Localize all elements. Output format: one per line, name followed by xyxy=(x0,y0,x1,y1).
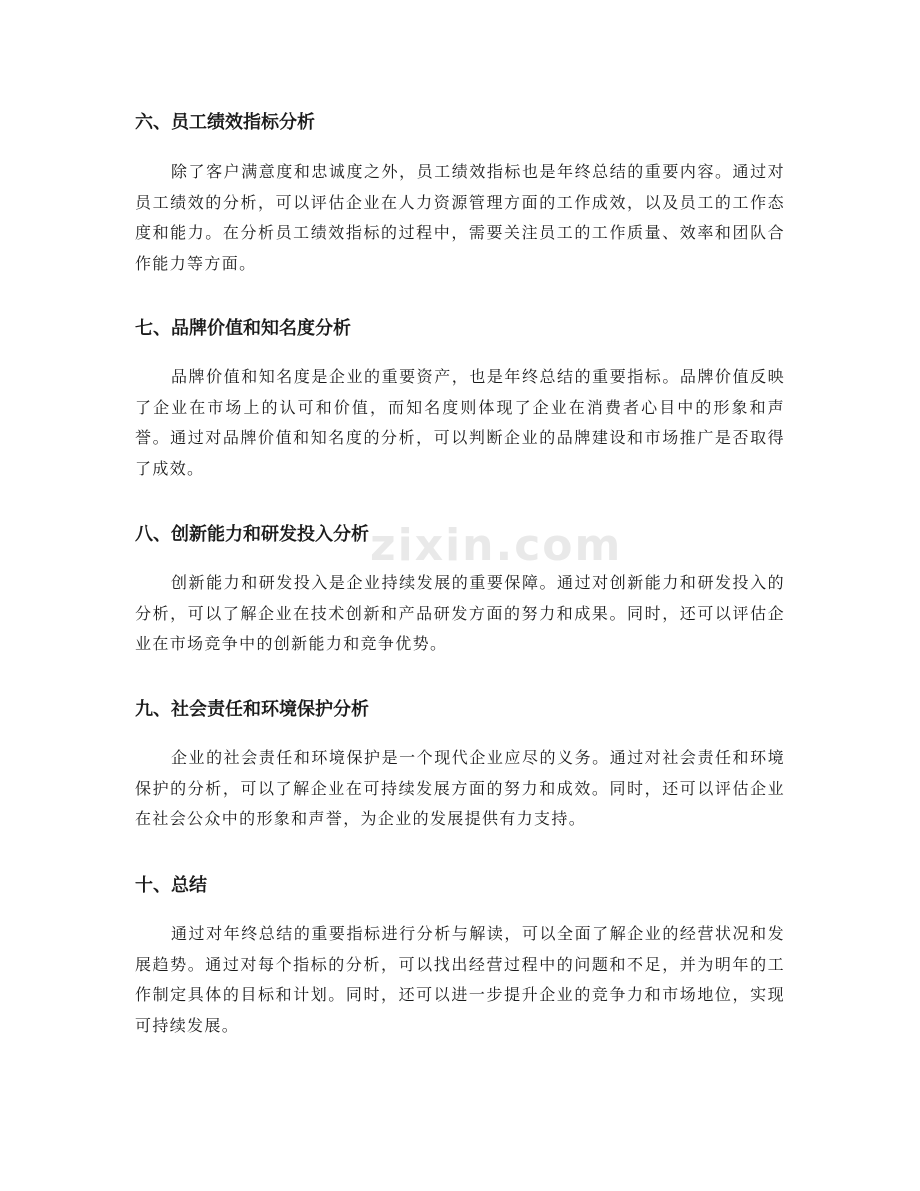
section-paragraph-10: 通过对年终总结的重要指标进行分析与解读，可以全面了解企业的经营状况和发展趋势。通过对每个指标的分析，可以找出经营过程中的问题和不足，并为明年的工作制定具体的目标和计划。同时，还可以进一步提升企业的竞争力和市场地位，实现可持续发展。 xyxy=(135,924,785,1035)
section-heading-7: 七、品牌价值和知名度分析 xyxy=(135,318,351,339)
section-heading-6: 六、员工绩效指标分析 xyxy=(135,112,315,133)
section-heading-10: 十、总结 xyxy=(135,875,207,896)
section-paragraph-7: 品牌价值和知名度是企业的重要资产，也是年终总结的重要指标。品牌价值反映了企业在市场上的认可和价值，而知名度则体现了企业在消费者心目中的形象和声誉。通过对品牌价值和知名度的分析，可以判断企业的品牌建设和市场推广是否取得了成效。 xyxy=(135,367,785,478)
section-paragraph-6: 除了客户满意度和忠诚度之外，员工绩效指标也是年终总结的重要内容。通过对员工绩效的分析，可以评估企业在人力资源管理方面的工作成效，以及员工的工作态度和能力。在分析员工绩效指标的过程中，需要关注员工的工作质量、效率和团队合作能力等方面。 xyxy=(135,162,785,273)
section-heading-9: 九、社会责任和环境保护分析 xyxy=(135,699,369,720)
section-paragraph-9: 企业的社会责任和环境保护是一个现代企业应尽的义务。通过对社会责任和环境保护的分析，可以了解企业在可持续发展方面的努力和成效。同时，还可以评估企业在社会公众中的形象和声誉，为企业的发展提供有力支持。 xyxy=(135,748,785,828)
watermark: zixin.com xyxy=(370,520,623,571)
section-heading-8: 八、创新能力和研发投入分析 xyxy=(135,524,369,545)
section-paragraph-8: 创新能力和研发投入是企业持续发展的重要保障。通过对创新能力和研发投入的分析，可以了解企业在技术创新和产品研发方面的努力和成果。同时，还可以评估企业在市场竞争中的创新能力和竞争优势。 xyxy=(135,573,785,653)
